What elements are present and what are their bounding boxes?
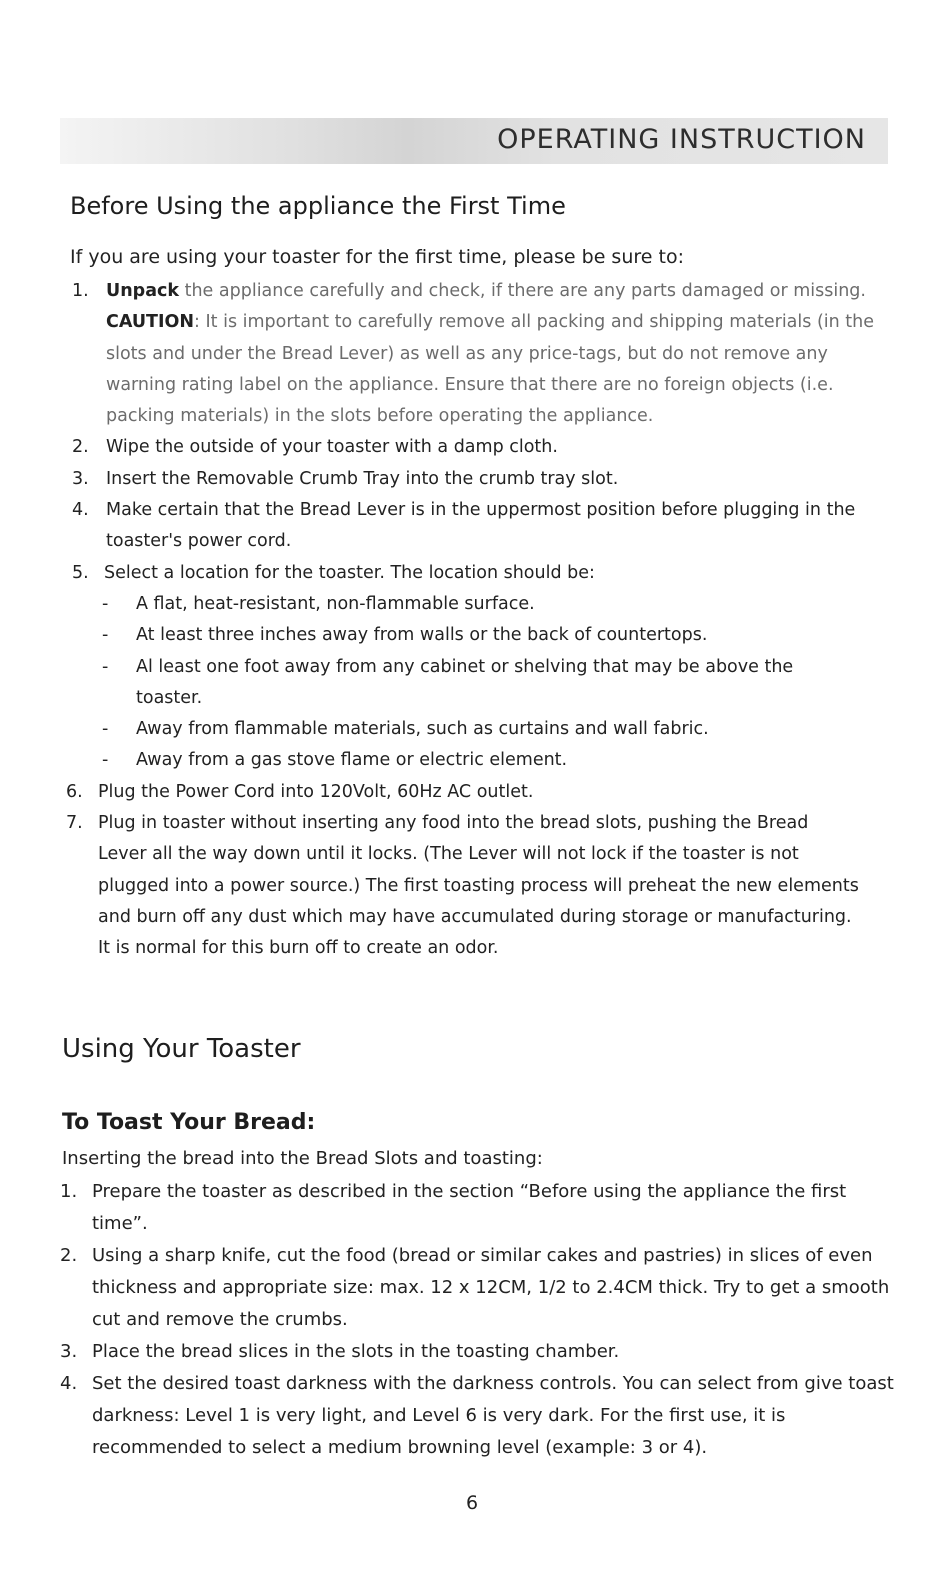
step-number: 3. (72, 468, 89, 489)
list-item (60, 1176, 900, 1240)
list-item (72, 464, 902, 495)
step-text: Make certain that the Bread Lever is in the uppermost position before plugging in the toaster's power cord. (106, 500, 856, 552)
list-item (66, 777, 902, 808)
caution-text: : It is important to carefully remove all packing and shipping materials (in the slots and under the Bread Lever) as well as any price-tags, but do not remove any warning rating label on the appliance. Ensure that there are no foreign objects (i.e. packing materials) in the slots before operating the appliance. (106, 312, 875, 427)
step-number: 1. (72, 281, 89, 301)
step-text: Plug in toaster without inserting any food into the bread slots, pushing the Bread Lever all the way down until it locks. (The Lever will not lock if the toaster is not plugged into a power source.) The first toasting process will preheat the new elements and burn off any dust which may have accumulated during storage or manufacturing. It is normal for this burn off to create an odor. (98, 813, 859, 959)
toasting-steps (60, 1176, 900, 1464)
location-bullets (72, 589, 902, 777)
subsection-intro: Inserting the bread into the Bread Slots and toasting: (62, 1148, 543, 1169)
step-number: 5. (72, 562, 89, 583)
step-number: 7. (66, 813, 83, 834)
step-lead: Unpack (106, 281, 180, 301)
step-text: Insert the Removable Crumb Tray into the crumb tray slot. (106, 468, 619, 489)
first-time-steps (66, 276, 902, 965)
step-number: 2. (60, 1245, 78, 1266)
bullet-item: - Al least one foot away from any cabinet or shelving that may be above the toaster. (102, 656, 794, 708)
section-title-using-toaster: Using Your Toaster (62, 1034, 301, 1064)
subheading-toast-bread: To Toast Your Bread: (62, 1110, 316, 1135)
bullet-item: - At least three inches away from walls or the back of countertops. (102, 625, 708, 646)
step-text: Prepare the toaster as described in the section “Before using the appliance the first time”. (92, 1181, 847, 1234)
bullet-item: - Away from a gas stove flame or electric element. (102, 750, 568, 771)
list-item (72, 432, 902, 463)
step-number: 1. (60, 1181, 78, 1202)
list-item (72, 495, 902, 558)
list-item (72, 558, 902, 777)
list-item (60, 1240, 900, 1336)
step-number: 3. (60, 1341, 78, 1362)
section-intro: If you are using your toaster for the first time, please be sure to: (70, 246, 684, 268)
list-item (60, 1368, 900, 1464)
step-text: Place the bread slices in the slots in the toasting chamber. (92, 1341, 620, 1362)
step-text: Wipe the outside of your toaster with a damp cloth. (106, 437, 558, 458)
page-number: 6 (466, 1492, 479, 1514)
caution-label: CAUTION (106, 312, 195, 333)
step-text: Plug the Power Cord into 120Volt, 60Hz AC outlet. (98, 781, 534, 802)
step-text: the appliance carefully and check, if there are any parts damaged or missing. (184, 281, 866, 301)
section-title-first-time: Before Using the appliance the First Time (70, 192, 566, 220)
list-item (66, 808, 902, 964)
step-text: Select a location for the toaster. The location should be: (104, 562, 595, 583)
step-number: 4. (60, 1373, 78, 1394)
bullet-item: - A flat, heat-resistant, non-flammable surface. (102, 593, 535, 614)
list-item (72, 276, 902, 432)
page-header-title: OPERATING INSTRUCTION (497, 124, 866, 155)
bullet-item: - Away from flammable materials, such as curtains and wall fabric. (102, 719, 709, 740)
step-text: Using a sharp knife, cut the food (bread or similar cakes and pastries) in slices of even thickness and appropriate size: max. 12 x 12CM, 1/2 to 2.4CM thick. Try to get a smooth cut and remove the crumbs. (92, 1245, 890, 1330)
step-text: Set the desired toast darkness with the darkness controls. You can select from give toast darkness: Level 1 is very light, and Level 6 is very dark. For the first use, it is recommended to select a medium browning level (example: 3 or 4). (92, 1373, 894, 1458)
step-number: 4. (72, 500, 89, 521)
step-number: 6. (66, 781, 83, 802)
list-item (60, 1336, 900, 1368)
step-number: 2. (72, 437, 89, 458)
